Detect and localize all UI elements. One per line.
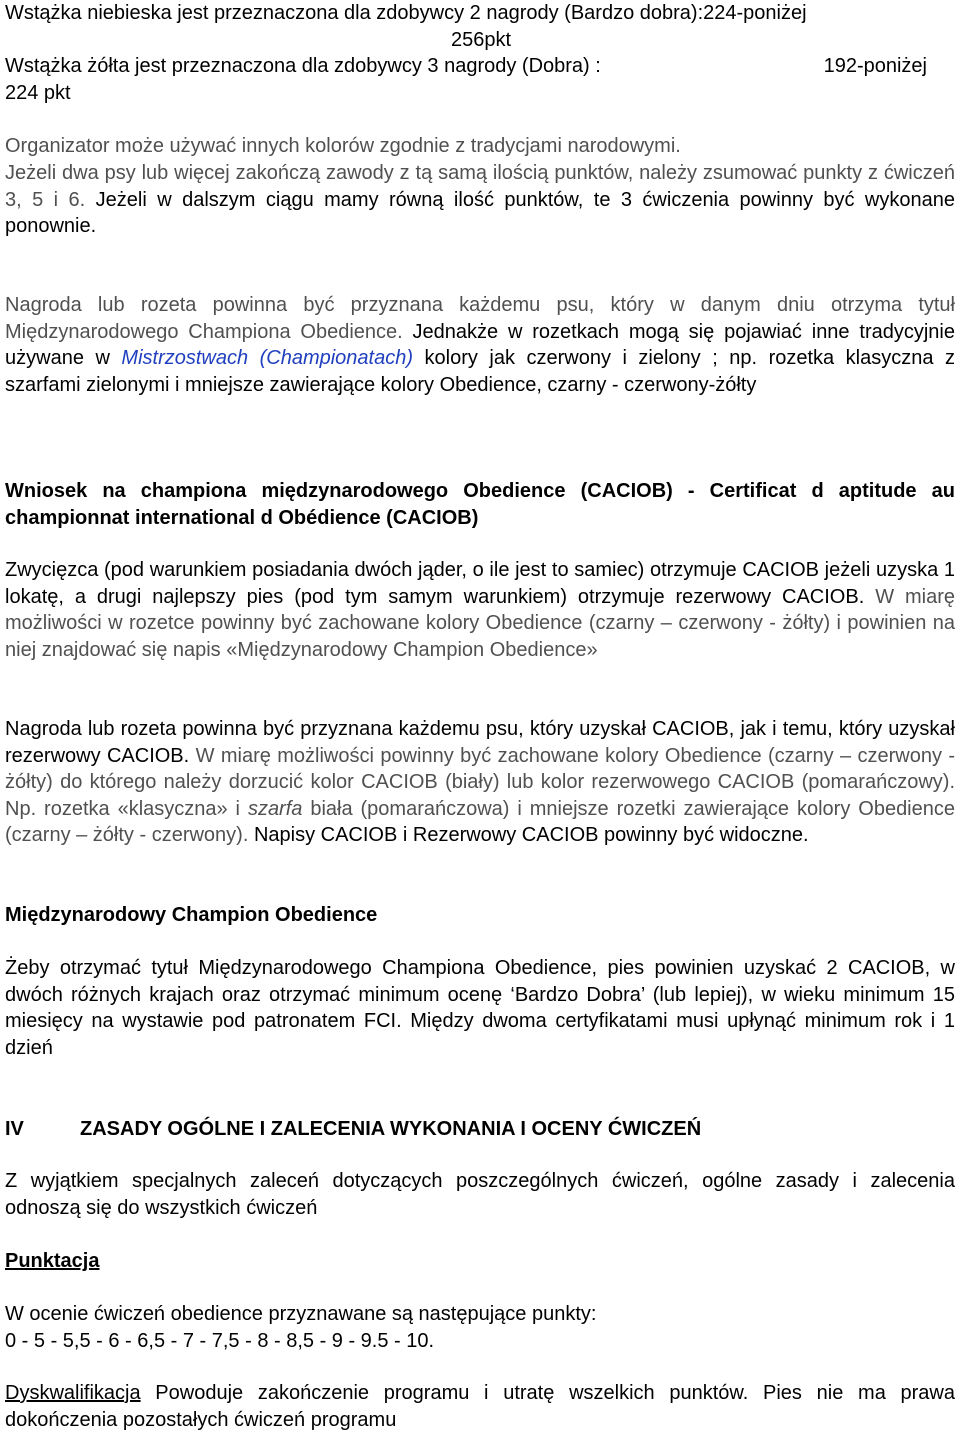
paragraph-organizer: Organizator może używać innych kolorów zgodnie z tradycjami narodowymi. — [5, 135, 681, 157]
section-4-title: ZASADY OGÓLNE I ZALECENIA WYKONANIA I OCENY ĆWICZEŃ — [80, 1118, 702, 1140]
scoring-heading: Punktacja — [5, 1250, 100, 1272]
paragraph-winner — [5, 557, 955, 663]
ribbon-yellow-right: 192-poniżej — [823, 55, 927, 77]
rosette-text-gray: Nagroda lub rozeta powinna być przyznana każdemu psu, który w danym dniu otrzyma tytuł Międzynarodowego Championa Obedience. — [5, 294, 955, 343]
paragraph-rosette — [5, 292, 955, 398]
ribbon-yellow-left: Wstążka żółta jest przeznaczona dla zdobywcy 3 nagrody (Dobra) : — [5, 55, 601, 77]
award-text-dark-2: Napisy CACIOB i Rezerwowy CACIOB powinny być widoczne. — [253, 824, 809, 846]
award-text-gray-2: biała (pomarańczowa) i mniejsze rozetki zawierające kolory Obedience (czarny – żółty - czerwony). — [5, 797, 955, 846]
paragraph-general: Z wyjątkiem specjalnych zaleceń dotyczących poszczególnych ćwiczeń, ogólne zasady i zalecenia odnoszą się do wszystkich ćwiczeń — [5, 1170, 955, 1219]
award-text-dark: Nagroda lub rozeta powinna być przyznana każdemu psu, który uzyskał CACIOB, jak i temu, który uzyskał rezerwowy CACIOB. — [5, 718, 955, 767]
disqualification-text: Powoduje zakończenie programu i utratę wszelkich punktów. Pies nie ma prawa dokończenia pozostałych ćwiczeń programu — [5, 1382, 955, 1431]
championship-link[interactable]: Mistrzostwach (Championatach) — [121, 347, 414, 369]
cacib-heading: Wniosek na championa międzynarodowego Obedience (CACIOB) - Certificat d aptitude au championnat international d Obédience (CACIOB) — [5, 480, 955, 529]
tie-text-gray: Jeżeli dwa psy lub więcej zakończą zawody z tą samą ilością punktów, należy zsumować punkty z ćwiczeń 3, 5 i 6. — [5, 162, 955, 211]
ribbon-blue — [5, 0, 957, 53]
winner-text-gray: W miarę możliwości w rozetce powinny być zachowane kolory Obedience (czarny – czerwony - żółty) i powinien na niej znajdować się napis «Międzynarodowy Champion Obedience» — [5, 585, 955, 661]
scoring-intro: W ocenie ćwiczeń obedience przyznawane są następujące punkty: — [5, 1303, 597, 1325]
winner-text-dark: Zwycięzca (pod warunkiem posiadania dwóch jąder, o ile jest to samiec) otrzymuje CACIOB jeżeli uzyska 1 lokatę, a drugi najlepszy pies (pod tym samym warunkiem) otrzymuje rezerwowy CACIOB. — [5, 559, 955, 608]
paragraph-tie — [5, 160, 955, 240]
scoring-values: 0 - 5 - 5,5 - 6 - 6,5 - 7 - 7,5 - 8 - 8,5 - 9 - 9.5 - 10. — [5, 1329, 435, 1352]
scoring-block — [5, 1301, 957, 1354]
section-4-heading — [5, 1116, 957, 1143]
ribbon-blue-line-2: 256pkt — [450, 28, 512, 51]
rosette-text-dark-1: Jednakże w rozetkach mogą się pojawiać inne tradycyjnie używane w — [5, 320, 955, 369]
ribbon-yellow-line-2: 224 pkt — [5, 81, 71, 104]
rosette-text-dark-2: kolory jak czerwony i zielony ; np. rozetka klasyczna z szarfami zielonymi i mniejsze zawierające kolory Obedience, czarny - czerwony-żółty — [5, 347, 955, 396]
disqualification-label: Dyskwalifikacja — [5, 1382, 141, 1404]
paragraph-award — [5, 716, 955, 849]
paragraph-champion: Żeby otrzymać tytuł Międzynarodowego Championa Obedience, pies powinien uzyskać 2 CACIOB, w dwóch różnych krajach oraz otrzymać minimum ocenę ‘Bardzo Dobra’ (lub lepiej), w wieku minimum 15 miesięcy na wystawie pod patronatem FCI. Między dwoma certyfikatami musi upłynąć minimum rok i 1 dzień — [5, 957, 955, 1059]
ribbon-yellow — [5, 53, 957, 106]
ribbon-yellow-row — [5, 53, 957, 80]
award-text-gray-1: W miarę możliwości powinny być zachowane kolory Obedience (czarny – czerwony - żółty) do którego należy dorzucić kolor CACIOB (biały) lub kolor rezerwowego CACIOB (pomarańczowy). Np. rozetka «klasyczna» i — [5, 744, 955, 820]
paragraph-disqualification — [5, 1380, 955, 1433]
award-text-italic: szarfa — [247, 797, 303, 820]
tie-text-dark: Jeżeli w dalszym ciągu mamy równą ilość punktów, te 3 ćwiczenia powinny być wykonane ponownie. — [5, 188, 955, 237]
ribbon-blue-line-1: Wstążka niebieska jest przeznaczona dla zdobywcy 2 nagrody (Bardzo dobra):224-poniżej — [5, 2, 807, 24]
champion-heading: Międzynarodowy Champion Obedience — [5, 904, 378, 926]
section-4-number: IV — [5, 1118, 24, 1140]
